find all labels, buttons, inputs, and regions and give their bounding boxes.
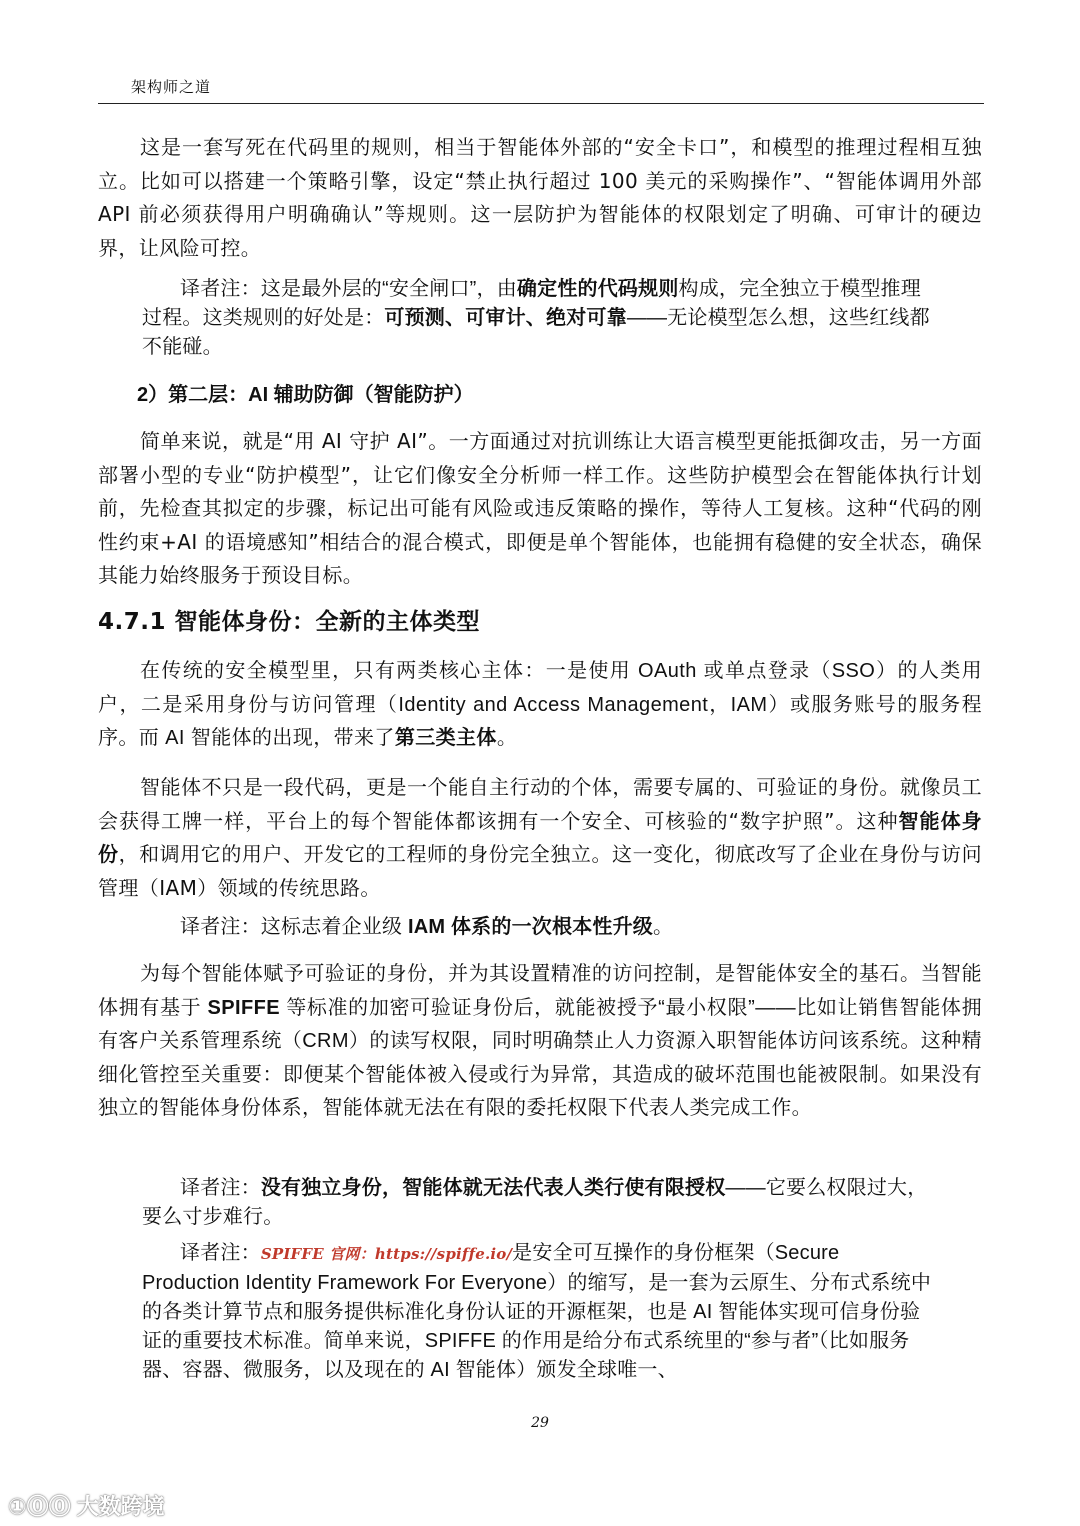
translator-note-2	[142, 913, 932, 942]
note-text: 译者注：	[180, 1242, 261, 1264]
para-text: 等标准的加密可验证身份后，就能被授予“最小权限”——比如让销售智能体拥有客户关系管理系统（CRM）的读写权限，同时明确禁止人力资源入职智能体访问该系统。这种精细化管控至关重要：即便某个智能体被入侵或行为异常，其造成的破坏范围也能被限制。如果没有独立的智能体身份体系，智能体就无法在有限的委托权限下代表人类完成工作。	[98, 996, 982, 1119]
note-text: ——它要么权限过大，要么寸步难行。	[142, 1177, 928, 1228]
note-bold: IAM 体系的一次根本性升级	[407, 916, 653, 938]
note-text: 。	[653, 916, 674, 938]
translator-note-1	[142, 275, 932, 362]
para-bold: 智能体身份	[98, 808, 982, 866]
paragraph-access-control	[98, 958, 982, 1126]
paragraph-principals	[98, 655, 982, 756]
para-bold: 第三类主体	[394, 727, 497, 749]
para-text: ，和调用它的用户、开发它的工程师的身份完全独立。这一变化，彻底改写了企业在身份与访问管理（IAM）领域的传统思路。	[98, 842, 982, 900]
translator-note-3	[142, 1174, 932, 1232]
running-header: 架构师之道	[131, 78, 212, 96]
paragraph-ai-defense: 简单来说，就是“用 AI 守护 AI”。一方面通过对抗训练让大语言模型更能抵御攻击，另一方面部署小型的专业“防护模型”，让它们像安全分析师一样工作。这些防护模型会在智能体执行计划前，先检查其拟定的步骤，标记出可能有风险或违反策略的操作，等待人工复核。这种“代码的刚性约束+AI 的语境感知”相结合的混合模式，即便是单个智能体，也能拥有稳健的安全状态，确保其能力始终服务于预设目标。	[98, 429, 982, 587]
note-bold: 确定性的代码规则	[516, 278, 679, 300]
para-bold: SPIFFE	[207, 996, 280, 1019]
translator-note-spiffe	[142, 1239, 932, 1385]
section-heading: 4.7.1 智能体身份：全新的主体类型	[98, 609, 480, 635]
note-text: 是安全可互操作的身份框架（Secure Production Identity Framework For Everyone）的缩写，是一套为云原生、分布式系统中的各类计算节点和服务提供标准化身份认证的开源框架，也是 AI 智能体实现可信身份验证的重要技术标准。简单来说，SPIFFE 的作用是给分布式系统里的“参与者”（比如服务器、容器、微服务，以及现在的 AI 智能体）颁发全球唯一、	[142, 1242, 932, 1381]
para-text: 为每个智能体赋予可验证的身份，并为其设置精准的访问控制，是智能体安全的基石。当智能体拥有基于	[98, 963, 982, 1019]
paragraph-agent-identity	[98, 771, 982, 905]
note-text: ——无论模型怎么想，这些红线都不能碰。	[142, 307, 930, 358]
paragraph-rule-layer: 这是一套写死在代码里的规则，相当于智能体外部的“安全卡口”，和模型的推理过程相互独立。比如可以搭建一个策略引擎，设定“禁止执行超过 100 美元的采购操作”、“智能体调用外部 API 前必须获得用户明确确认”等规则。这一层防护为智能体的权限划定了明确、可审计的硬边界，让风险可控。	[98, 135, 982, 260]
watermark-text: 大数跨境	[76, 1495, 165, 1520]
note-text: 构成，完全独立于模型推理过程。这类规则的好处是：	[142, 278, 921, 329]
page-number: 29	[531, 1415, 549, 1431]
para-text: 在传统的安全模型里，只有两类核心主体：一是使用 OAuth 或单点登录（SSO）的人类用户，二是采用身份与访问管理（Identity and Access Management，IAM）或服务账号的服务程序。而 AI 智能体的出现，带来了	[98, 660, 982, 749]
watermark-logo-icon: ①⓪⓪	[8, 1495, 71, 1520]
watermark	[8, 1490, 165, 1521]
subheading-layer-2: 2）第二层：AI 辅助防御（智能防护）	[137, 384, 474, 406]
para-text: 智能体不只是一段代码，更是一个能自主行动的个体，需要专属的、可验证的身份。就像员工会获得工牌一样，平台上的每个智能体都该拥有一个安全、可核验的“数字护照”。这种	[98, 775, 982, 833]
note-text: 译者注：这标志着企业级	[180, 916, 408, 938]
note-bold: 可预测、可审计、绝对可靠	[384, 307, 627, 329]
note-text: 译者注：	[180, 1177, 261, 1199]
note-bold: 没有独立身份，智能体就无法代表人类行使有限授权	[260, 1177, 726, 1199]
note-text: 译者注：这是最外层的“安全闸口”，由	[180, 278, 517, 300]
header-divider	[98, 103, 984, 104]
para-text: 。	[496, 727, 518, 749]
spiffe-link[interactable]: SPIFFE 官网：https://spiffe.io/	[260, 1245, 513, 1263]
